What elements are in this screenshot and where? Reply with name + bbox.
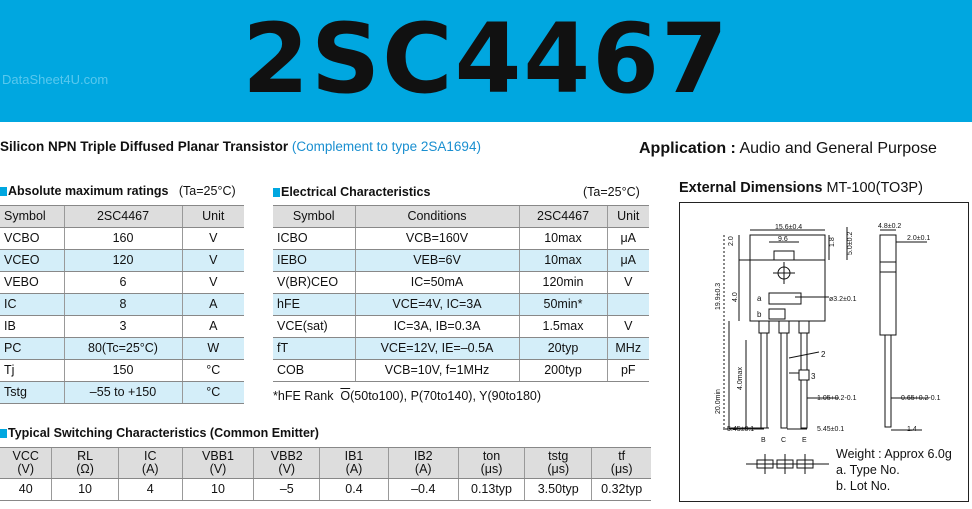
col-header: 2SC4467 bbox=[519, 206, 607, 228]
elec-condition: (Ta=25°C) bbox=[583, 185, 640, 199]
table-cell: °C bbox=[182, 360, 244, 382]
table-cell: V(BR)CEO bbox=[273, 272, 355, 294]
col-header: 2SC4467 bbox=[64, 206, 182, 228]
table-cell: VCB=160V bbox=[355, 228, 519, 250]
table-cell: 50min* bbox=[519, 294, 607, 316]
dim-label: E bbox=[802, 437, 807, 444]
col-header-unit: (μs) bbox=[610, 462, 633, 476]
table-row bbox=[0, 294, 244, 316]
col-header-symbol: VBB2 bbox=[270, 449, 303, 463]
complement-note: (Complement to type 2SA1694) bbox=[291, 139, 481, 154]
elec-title bbox=[273, 185, 430, 199]
col-header-symbol: IB2 bbox=[413, 449, 433, 463]
col-header-unit: (V) bbox=[209, 462, 227, 476]
dim-label: 5.45±0.1 bbox=[727, 426, 755, 433]
table-header-row bbox=[0, 448, 651, 479]
dim-label: 0.65+0.2-0.1 bbox=[901, 395, 941, 402]
elec-title-text: Electrical Characteristics bbox=[281, 185, 431, 199]
table-cell: IB bbox=[0, 316, 64, 338]
table-cell: 4 bbox=[118, 479, 182, 501]
table-cell: V bbox=[182, 250, 244, 272]
col-header-unit: (μs) bbox=[547, 462, 570, 476]
col-header-unit: (Ω) bbox=[76, 462, 94, 476]
table-cell: 80(Tc=25°C) bbox=[64, 338, 182, 360]
col-header-unit: (A) bbox=[345, 462, 363, 476]
application bbox=[639, 140, 937, 158]
table-cell: COB bbox=[273, 360, 355, 382]
abs-max-condition: (Ta=25°C) bbox=[178, 184, 236, 198]
table-cell: 120min bbox=[519, 272, 607, 294]
dim-label: 1.05+0.2-0.1 bbox=[817, 395, 857, 402]
col-header bbox=[388, 448, 458, 479]
rank-label: *hFE Rank bbox=[273, 389, 334, 403]
table-cell: W bbox=[182, 338, 244, 360]
table-row bbox=[0, 382, 244, 404]
table-row bbox=[273, 316, 649, 338]
table-cell: 6 bbox=[64, 272, 182, 294]
col-header bbox=[52, 448, 118, 479]
table-cell: fT bbox=[273, 338, 355, 360]
dim-label: 2.0 bbox=[728, 236, 735, 246]
table-row bbox=[273, 250, 649, 272]
table-cell: 10max bbox=[519, 250, 607, 272]
table-cell: hFE bbox=[273, 294, 355, 316]
table-cell: –55 to +150 bbox=[64, 382, 182, 404]
col-header-symbol: VBB1 bbox=[202, 449, 234, 463]
table-cell: A bbox=[182, 294, 244, 316]
dim-label: ø3.2±0.1 bbox=[829, 296, 857, 303]
weight-note: Weight : Approx 6.0g bbox=[836, 447, 952, 461]
col-header bbox=[0, 448, 52, 479]
dim-label: 4.0max bbox=[737, 367, 744, 390]
table-cell: VCE(sat) bbox=[273, 316, 355, 338]
dim-label: 15.6±0.4 bbox=[775, 224, 803, 231]
table-header-row bbox=[0, 206, 244, 228]
table-cell: MHz bbox=[607, 338, 649, 360]
watermark: DataSheet4U.com bbox=[2, 72, 109, 87]
col-header: Symbol bbox=[273, 206, 355, 228]
description-text: Silicon NPN Triple Diffused Planar Transistor bbox=[0, 139, 289, 154]
table-cell: A bbox=[182, 316, 244, 338]
section-marker-icon bbox=[0, 187, 7, 196]
table-cell: 10max bbox=[519, 228, 607, 250]
table-cell: VEB=6V bbox=[355, 250, 519, 272]
table-cell: pF bbox=[607, 360, 649, 382]
dim-label: 1.8 bbox=[829, 237, 836, 247]
table-cell: μA bbox=[607, 228, 649, 250]
package-name: MT-100(TO3P) bbox=[826, 180, 923, 196]
table-cell: 160 bbox=[64, 228, 182, 250]
table-cell: VCB=10V, f=1MHz bbox=[355, 360, 519, 382]
dim-label: 3 bbox=[811, 372, 816, 381]
col-header bbox=[118, 448, 182, 479]
table-row bbox=[0, 479, 651, 501]
table-cell: VEBO bbox=[0, 272, 64, 294]
col-header bbox=[182, 448, 253, 479]
dim-label: 20.0min bbox=[715, 389, 722, 414]
col-header: Unit bbox=[182, 206, 244, 228]
table-cell: IC=3A, IB=0.3A bbox=[355, 316, 519, 338]
dim-label: 5.45±0.1 bbox=[817, 426, 845, 433]
table-cell: 200typ bbox=[519, 360, 607, 382]
col-header-unit: (A) bbox=[141, 462, 159, 476]
table-cell: V bbox=[607, 272, 649, 294]
col-header-symbol: IB1 bbox=[344, 449, 364, 463]
table-row bbox=[273, 272, 649, 294]
dim-label: 4.8±0.2 bbox=[878, 223, 902, 230]
col-header-symbol: RL bbox=[77, 449, 94, 463]
dim-label: 2 bbox=[821, 350, 826, 359]
switching-title bbox=[0, 426, 319, 440]
table-row bbox=[0, 360, 244, 382]
dim-label: 2.0±0.1 bbox=[907, 235, 931, 242]
table-row bbox=[273, 294, 649, 316]
table-cell: V bbox=[607, 316, 649, 338]
table-cell: 0.13typ bbox=[458, 479, 524, 501]
table-cell: IEBO bbox=[273, 250, 355, 272]
table-cell bbox=[607, 294, 649, 316]
table-cell: 10 bbox=[52, 479, 118, 501]
table-header-row bbox=[273, 206, 649, 228]
table-cell: 150 bbox=[64, 360, 182, 382]
dim-label: 9.6 bbox=[778, 236, 788, 243]
external-dimensions-title bbox=[679, 180, 923, 196]
dim-label: b bbox=[757, 310, 762, 319]
table-cell: Tstg bbox=[0, 382, 64, 404]
table-row bbox=[0, 272, 244, 294]
table-cell: Tj bbox=[0, 360, 64, 382]
table-cell: 0.32typ bbox=[592, 479, 651, 501]
table-cell: 120 bbox=[64, 250, 182, 272]
table-cell: IC=50mA bbox=[355, 272, 519, 294]
device-description bbox=[0, 139, 481, 154]
part-number: 2SC4467 bbox=[242, 3, 730, 115]
dim-label: C bbox=[781, 437, 787, 444]
side-view-outline bbox=[880, 235, 896, 335]
table-cell: °C bbox=[182, 382, 244, 404]
dim-label: B bbox=[761, 437, 766, 444]
col-header-symbol: IC bbox=[144, 449, 157, 463]
dim-label: 1.4 bbox=[907, 426, 917, 433]
col-header-symbol: tf bbox=[618, 449, 626, 463]
table-cell: 3 bbox=[64, 316, 182, 338]
abs-max-title-text: Absolute maximum ratings bbox=[8, 184, 169, 198]
ext-title-text: External Dimensions bbox=[679, 180, 823, 196]
table-cell: VCBO bbox=[0, 228, 64, 250]
table-row bbox=[273, 338, 649, 360]
table-cell: 20typ bbox=[519, 338, 607, 360]
application-label: Application : bbox=[639, 140, 736, 157]
col-header-unit: (A) bbox=[414, 462, 432, 476]
lot-no-note: b. Lot No. bbox=[836, 479, 891, 493]
table-cell: 0.4 bbox=[320, 479, 388, 501]
col-header bbox=[592, 448, 651, 479]
section-marker-icon bbox=[273, 188, 280, 197]
col-header: Unit bbox=[607, 206, 649, 228]
table-row bbox=[273, 360, 649, 382]
col-header: Conditions bbox=[355, 206, 519, 228]
dim-label: 4.0 bbox=[732, 292, 739, 302]
elec-table bbox=[273, 205, 649, 382]
table-row bbox=[0, 338, 244, 360]
col-header-symbol: ton bbox=[482, 449, 501, 463]
table-cell: 1.5max bbox=[519, 316, 607, 338]
col-header bbox=[525, 448, 592, 479]
dim-label: 5.0±0.2 bbox=[847, 231, 854, 255]
table-cell: VCE=4V, IC=3A bbox=[355, 294, 519, 316]
table-cell: –5 bbox=[254, 479, 320, 501]
table-row bbox=[0, 250, 244, 272]
dim-label: 19.9±0.3 bbox=[715, 282, 722, 310]
rank-o: $\overline{O}$ bbox=[340, 389, 351, 403]
col-header-symbol: VCC bbox=[12, 449, 39, 463]
table-cell: 8 bbox=[64, 294, 182, 316]
lead-b bbox=[761, 333, 767, 428]
col-header bbox=[254, 448, 320, 479]
table-cell: V bbox=[182, 228, 244, 250]
table-cell: 10 bbox=[182, 479, 253, 501]
table-row bbox=[0, 316, 244, 338]
section-marker-icon bbox=[0, 429, 7, 438]
switching-title-text: Typical Switching Characteristics (Common Emitter) bbox=[8, 426, 319, 440]
col-header: Symbol bbox=[0, 206, 64, 228]
table-cell: ICBO bbox=[273, 228, 355, 250]
table-cell: PC bbox=[0, 338, 64, 360]
col-header-unit: (V) bbox=[17, 462, 35, 476]
hfe-rank bbox=[273, 389, 541, 403]
table-cell: μA bbox=[607, 250, 649, 272]
table-cell: 3.50typ bbox=[525, 479, 592, 501]
table-row bbox=[273, 228, 649, 250]
abs-max-table bbox=[0, 205, 244, 404]
col-header-unit: (μs) bbox=[480, 462, 503, 476]
dim-label: a bbox=[757, 294, 762, 303]
table-cell: 40 bbox=[0, 479, 52, 501]
col-header bbox=[320, 448, 388, 479]
lead-c bbox=[781, 333, 787, 428]
abs-max-title bbox=[0, 184, 236, 198]
table-cell: IC bbox=[0, 294, 64, 316]
type-no-note: a. Type No. bbox=[836, 463, 900, 477]
application-value: Audio and General Purpose bbox=[739, 140, 937, 157]
package-notes bbox=[836, 446, 952, 494]
table-row bbox=[0, 228, 244, 250]
type-no-box bbox=[769, 293, 801, 304]
rank-values: (50to100), P(70to140), Y(90to180) bbox=[350, 389, 542, 403]
col-header bbox=[458, 448, 524, 479]
col-header-unit: (V) bbox=[278, 462, 296, 476]
table-cell: VCEO bbox=[0, 250, 64, 272]
table-cell: VCE=12V, IE=–0.5A bbox=[355, 338, 519, 360]
switching-table bbox=[0, 447, 651, 501]
col-header-symbol: tstg bbox=[548, 449, 569, 463]
table-cell: –0.4 bbox=[388, 479, 458, 501]
table-cell: V bbox=[182, 272, 244, 294]
